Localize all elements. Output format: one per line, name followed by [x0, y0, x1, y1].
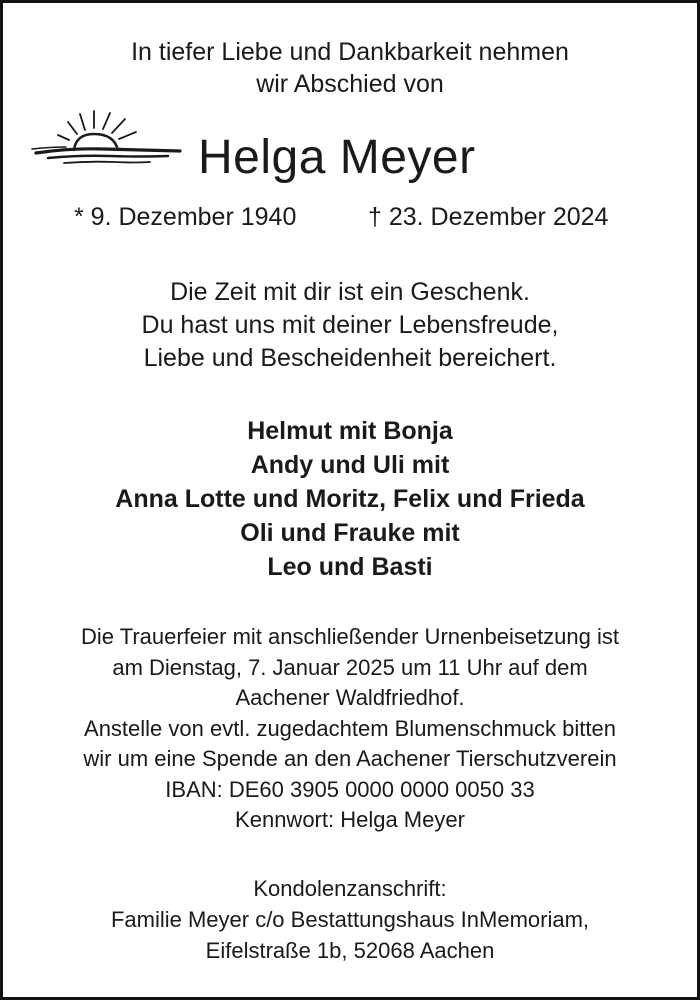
- condolence-address: [0, 873, 700, 966]
- sunset-icon: [30, 108, 186, 170]
- family-line: Leo und Basti: [267, 553, 433, 581]
- keyword-line: Kennwort: Helga Meyer: [235, 807, 465, 832]
- iban-line: IBAN: DE60 3905 0000 0000 0050 33: [165, 776, 535, 802]
- ceremony-line: wir um eine Spende an den Aachener Tierschutzverein: [83, 746, 617, 771]
- quote-line: Die Zeit mit dir ist ein Geschenk.: [170, 278, 530, 306]
- family-list: [0, 414, 700, 584]
- quote-line: Liebe und Bescheidenheit bereichert.: [143, 344, 557, 372]
- ceremony-line: Die Trauerfeier mit anschließender Urnenbeisetzung ist: [80, 624, 620, 649]
- intro-text: [0, 36, 700, 100]
- deceased-name: Helga Meyer: [198, 131, 476, 184]
- family-line: Anna Lotte und Moritz, Felix und Frieda: [115, 485, 585, 513]
- intro-line: In tiefer Liebe und Dankbarkeit nehmen: [131, 38, 569, 66]
- address-line: Familie Meyer c/o Bestattungshaus InMemoriam,: [110, 907, 590, 932]
- address-line: Kondolenzanschrift:: [253, 876, 447, 901]
- birth-date: * 9. Dezember 1940: [74, 203, 297, 231]
- intro-line: wir Abschied von: [256, 70, 444, 98]
- address-line: Eifelstraße 1b, 52068 Aachen: [205, 938, 495, 963]
- ceremony-line: Anstelle von evtl. zugedachtem Blumenschmuck bitten: [84, 715, 616, 741]
- quote-text: [0, 276, 700, 375]
- ceremony-line: am Dienstag, 7. Januar 2025 um 11 Uhr auf dem: [112, 654, 588, 680]
- ceremony-info: [0, 622, 700, 836]
- family-line: Andy und Uli mit: [250, 451, 450, 479]
- quote-line: Du hast uns mit deiner Lebensfreude,: [141, 311, 559, 339]
- death-date: † 23. Dezember 2024: [368, 203, 609, 231]
- family-line: Oli und Frauke mit: [240, 519, 460, 547]
- family-line: Helmut mit Bonja: [247, 417, 453, 445]
- ceremony-line: Aachener Waldfriedhof.: [235, 685, 465, 710]
